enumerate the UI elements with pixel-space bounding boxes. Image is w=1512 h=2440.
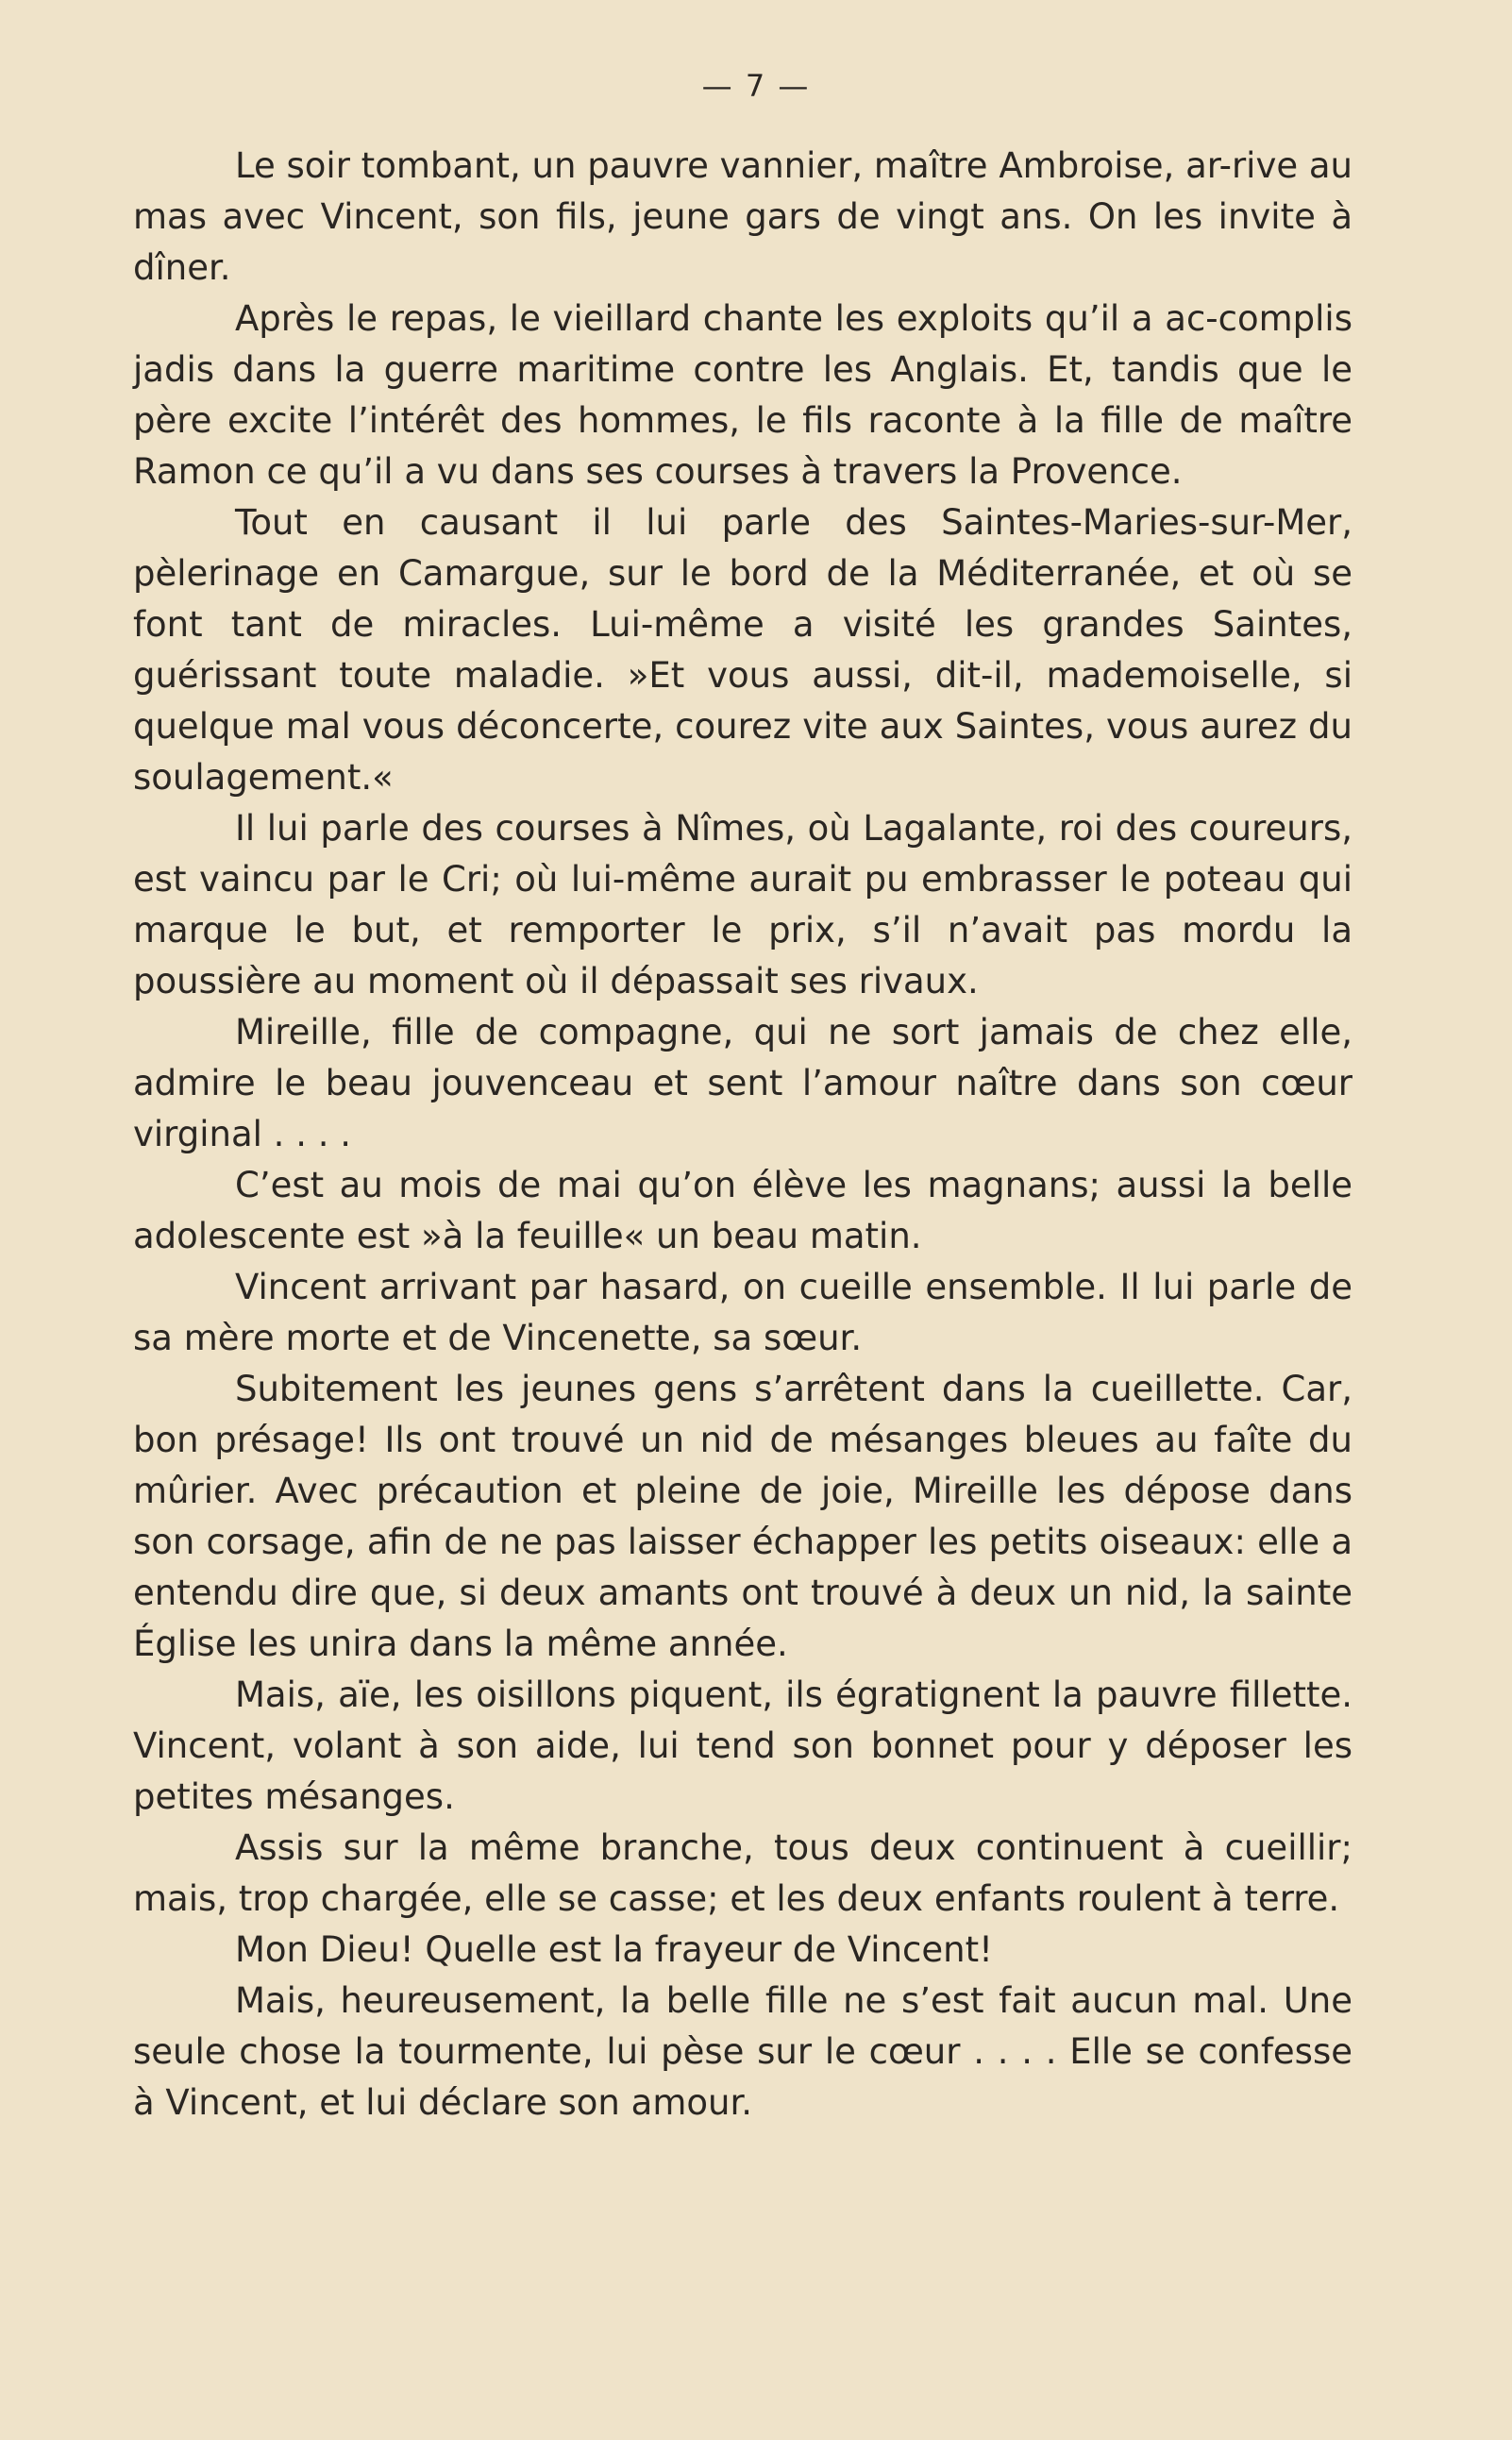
paragraph: C’est au mois de mai qu’on élève les magnans; aussi la belle adolescente est »à la feuille« un beau matin. <box>133 1165 1352 1256</box>
paragraph: Subitement les jeunes gens s’arrêtent dans la cueillette. Car, bon présage! Ils ont trouvé un nid de mésanges bleues au faîte du mûrier. Avec précaution et pleine de joie, Mireille les dépose dans son corsage, afin de ne pas laisser échapper les petits oiseaux: elle a entendu dire que, si deux amants ont trouvé à deux un nid, la sainte Église les unira dans la même année. <box>133 1369 1352 1664</box>
paragraph: Après le repas, le vieillard chante les exploits qu’il a ac-complis jadis dans la guerre maritime contre les Anglais. Et, tandis que le père excite l’intérêt des hommes, le fils raconte à la fille de maître Ramon ce qu’il a vu dans ses courses à travers la Provence. <box>133 298 1352 492</box>
paragraph: Il lui parle des courses à Nîmes, où Lagalante, roi des coureurs, est vaincu par le Cri; où lui-même aurait pu embrasser le poteau qui marque le but, et remporter le prix, s’il n’avait pas mordu la poussière au moment où il dépassait ses rivaux. <box>133 808 1352 1001</box>
paragraph: Le soir tombant, un pauvre vannier, maître Ambroise, ar-rive au mas avec Vincent, son fils, jeune gars de vingt ans. On les invite à dîner. <box>133 145 1352 288</box>
paragraph: Assis sur la même branche, tous deux continuent à cueillir; mais, trop chargée, elle se casse; et les deux enfants roulent à terre. <box>133 1827 1352 1919</box>
paragraph: Mais, heureusement, la belle fille ne s’est fait aucun mal. Une seule chose la tourmente, lui pèse sur le cœur . . . . Elle se confesse à Vincent, et lui déclare son amour. <box>133 1980 1352 2123</box>
paragraph: Mon Dieu! Quelle est la frayeur de Vincent! <box>235 1929 993 1970</box>
paragraph: Mais, aïe, les oisillons piquent, ils égratignent la pauvre fillette. Vincent, volant à son aide, lui tend son bonnet pour y déposer les petites mésanges. <box>133 1674 1352 1817</box>
paragraph: Mireille, fille de compagne, qui ne sort jamais de chez elle, admire le beau jouvenceau et sent l’amour naître dans son cœur virginal . . . . <box>133 1012 1352 1154</box>
paragraph: Tout en causant il lui parle des Saintes-Maries-sur-Mer, pèlerinage en Camargue, sur le bord de la Méditerranée, et où se font tant de miracles. Lui-même a visité les grandes Saintes, guérissant toute maladie. »Et vous aussi, dit-il, mademoiselle, si quelque mal vous déconcerte, courez vite aux Saintes, vous aurez du soulagement.« <box>133 502 1352 798</box>
body-text <box>133 141 1352 2129</box>
paragraph: Vincent arrivant par hasard, on cueille ensemble. Il lui parle de sa mère morte et de Vincenette, sa sœur. <box>133 1267 1352 1358</box>
page-number: — 7 — <box>701 68 811 104</box>
